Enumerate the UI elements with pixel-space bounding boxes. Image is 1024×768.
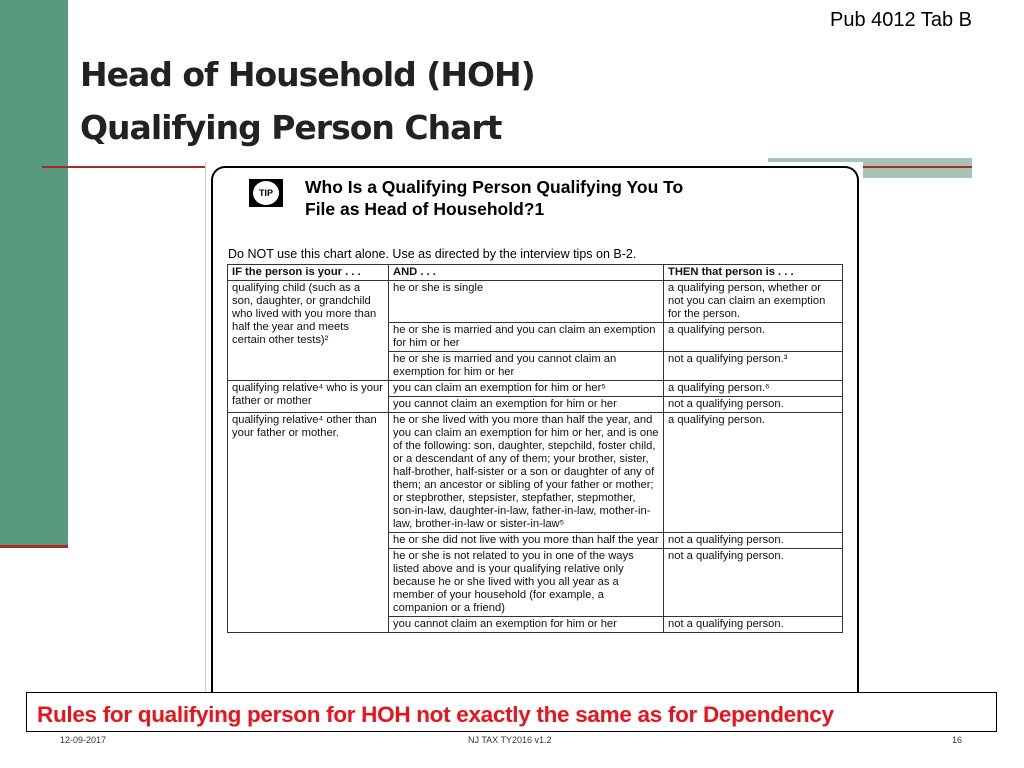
then-cell: not a qualifying person. — [664, 397, 843, 413]
footer-date: 12-09-2017 — [60, 735, 107, 745]
heading-line: File as Head of Household?1 — [305, 199, 545, 219]
and-cell: he or she is not related to you in one of the ways listed above and is your qualifying relative only because he or she lived with you all year as a member of your household (for example, a companion or a friend) — [389, 549, 664, 617]
rules-banner — [26, 692, 997, 732]
then-cell: not a qualifying person.³ — [664, 352, 843, 381]
and-cell: you cannot claim an exemption for him or her — [389, 397, 664, 413]
title-underline-right — [860, 166, 972, 168]
then-cell: a qualifying person. — [664, 413, 843, 533]
tip-icon — [249, 179, 283, 207]
chart-note: Do NOT use this chart alone. Use as directed by the interview tips on B-2. — [228, 247, 637, 261]
heading-line: Who Is a Qualifying Person Qualifying You To — [305, 177, 684, 197]
and-cell: he or she is married and you can claim an exemption for him or her — [389, 323, 664, 352]
divider — [0, 545, 68, 548]
then-cell: a qualifying person. — [664, 323, 843, 352]
table-row — [228, 413, 843, 533]
table-row — [228, 381, 843, 397]
decorative-green-bar — [0, 0, 68, 546]
column-header: AND . . . — [389, 265, 664, 281]
then-cell: not a qualifying person. — [664, 549, 843, 617]
person-cell: qualifying relative⁴ who is your father or mother — [228, 381, 389, 413]
and-cell: he or she lived with you more than half the year, and you can claim an exemption for him or her, and is one of the following: son, daughter, stepchild, foster child, or a descendant of any of them; your brother, sister, half-brother, half-sister or a son or daughter of any of them; an ancestor or sibling of your father or mother; or stepbrother, stepsister, stepfather, stepmother, son-in-law, daughter-in-law, father-in-law, mother-in-law, brother-in-law or sister-in-law⁵ — [389, 413, 664, 533]
chart-heading — [305, 176, 683, 220]
title-line: Qualifying Person Chart — [80, 108, 502, 147]
then-cell: not a qualifying person. — [664, 617, 843, 633]
and-cell: you can claim an exemption for him or her⁵ — [389, 381, 664, 397]
column-header: THEN that person is . . . — [664, 265, 843, 281]
and-cell: he or she did not live with you more than half the year — [389, 533, 664, 549]
then-cell: not a qualifying person. — [664, 533, 843, 549]
banner-text: Rules for qualifying person for HOH not exactly the same as for Dependency — [37, 702, 834, 727]
and-cell: he or she is single — [389, 281, 664, 323]
footer-page: 16 — [952, 735, 963, 745]
and-cell: he or she is married and you cannot claim an exemption for him or her — [389, 352, 664, 381]
footer-center: NJ TAX TY2016 v1.2 — [468, 735, 552, 745]
column-header: IF the person is your . . . — [228, 265, 389, 281]
slide-title — [80, 48, 535, 154]
person-cell: qualifying relative⁴ other than your father or mother. — [228, 413, 389, 633]
person-cell: qualifying child (such as a son, daughter, or grandchild who lived with you more than half the year and meets certain other tests)² — [228, 281, 389, 381]
tip-icon-label: TIP — [253, 181, 279, 205]
qualifying-table — [227, 264, 843, 633]
pub-label: Pub 4012 Tab B — [830, 9, 972, 31]
then-cell: a qualifying person.⁶ — [664, 381, 843, 397]
and-cell: you cannot claim an exemption for him or her — [389, 617, 664, 633]
title-underline — [42, 166, 206, 168]
then-cell: a qualifying person, whether or not you can claim an exemption for the person. — [664, 281, 843, 323]
qualifying-person-chart — [205, 162, 863, 692]
table-row — [228, 281, 843, 323]
title-line: Head of Household (HOH) — [80, 55, 535, 94]
